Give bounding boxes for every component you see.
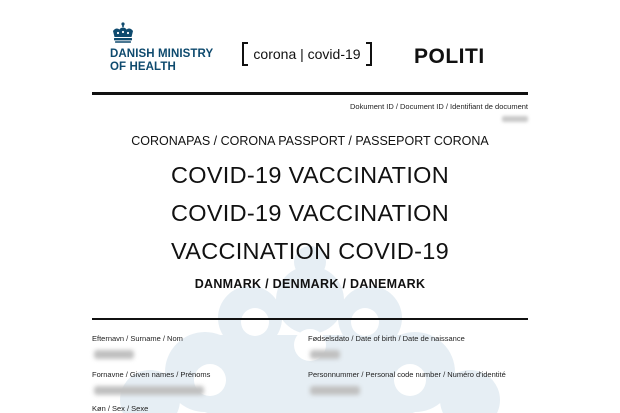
document-id-label: Dokument ID / Document ID / Identifiant de document (349, 102, 528, 111)
vaccination-title-fr: VACCINATION COVID-19 (170, 238, 450, 264)
passport-title: CORONAPAS / CORONA PASSPORT / PASSEPORT CORONA (131, 134, 489, 148)
header-divider (92, 92, 528, 95)
ministry-name-line1: DANISH MINISTRY (110, 48, 214, 60)
police-logo: POLITI (414, 45, 485, 68)
given-names-value-redacted (94, 386, 204, 395)
personal-code-label: Personnummer / Personal code number / Numéro d'identité (308, 370, 506, 379)
personal-code-value-redacted (310, 386, 360, 395)
vaccination-title-en: COVID-19 VACCINATION (170, 200, 450, 226)
ministry-name-line2: OF HEALTH (110, 61, 176, 73)
given-names-label: Fornavne / Given names / Prénoms (92, 370, 211, 379)
ministry-name (110, 48, 240, 74)
vaccination-title-da: COVID-19 VACCINATION (170, 162, 450, 188)
bracket-right (366, 42, 372, 66)
surname-label: Efternavn / Surname / Nom (92, 334, 183, 343)
sex-label: Køn / Sex / Sexe (92, 404, 149, 413)
dob-label: Fødselsdato / Date of birth / Date de naissance (308, 334, 465, 343)
document-id-value-redacted (502, 116, 528, 122)
corona-logo (242, 42, 372, 66)
corona-logo-text: corona | covid-19 (253, 46, 361, 62)
country-line: DANMARK / DENMARK / DANEMARK (194, 277, 426, 291)
dob-value-redacted (310, 350, 340, 359)
section-divider (92, 318, 528, 320)
danish-royal-crown-icon (110, 22, 136, 44)
surname-value-redacted (94, 350, 134, 359)
